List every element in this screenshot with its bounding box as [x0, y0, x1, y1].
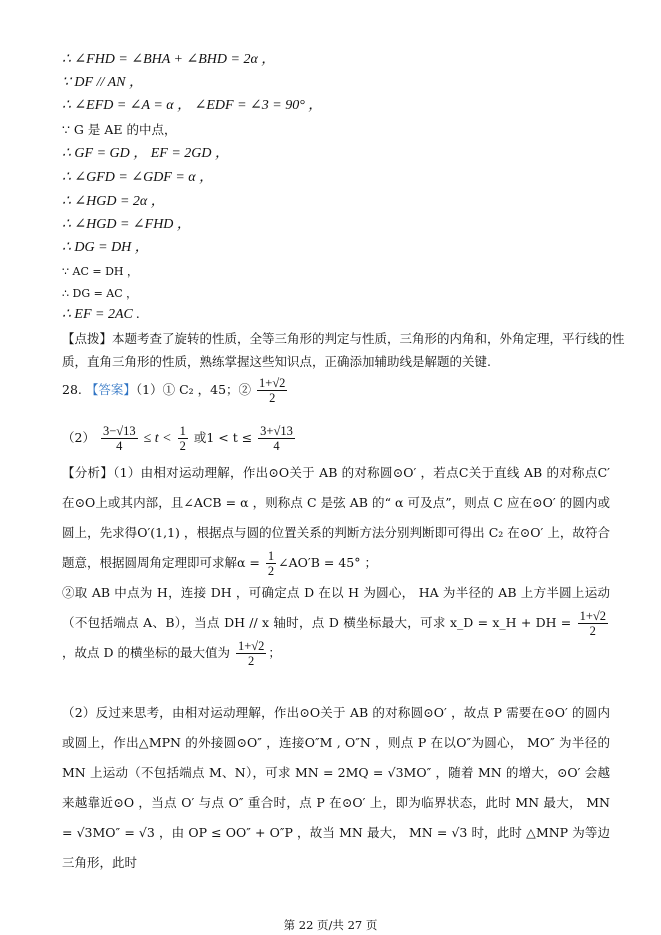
analysis-text-1: （1）由相对运动理解，作出⊙O关于 AB 的对称圆⊙O′ ，若点C关于直线 AB 的对称点C′ 在⊙O上或其内部，且∠ACB = α ，则称点 C 是弦 AB 的“ α 可及点”，则点 C 应在⊙O′ 的圆内或圆上，先求得O′(1,1) ，根据点与圆的位置关系的判断方法分别判断即可得出 C₂ 在⊙O′ 上，故符合题意，根据圆周角定理即可求解α = — [62, 465, 610, 570]
answer-2-fraction-3 — [258, 424, 295, 453]
analysis-text-1-end: ∠AO′B = 45° ； — [278, 555, 377, 570]
analysis-2-fraction — [578, 609, 608, 638]
proof-line-11: ∴ DG = AC ， — [62, 287, 138, 300]
answer-2-inequality-1: ≤ t < — [143, 431, 172, 446]
fraction-denominator: 4 — [273, 439, 280, 453]
fraction-numerator: 1+√2 — [579, 609, 606, 623]
analysis-2-max-fraction — [236, 639, 266, 668]
analysis-paragraph-3: （2）反过来思考，由相对运动理解，作出⊙O关于 AB 的对称圆⊙O′ ，故点 P 需要在⊙O′ 的圆内或圆上，作出△MPN 的外接圆⊙O″ ，连接O″M , O″N ，则点 P 在以O″为圆心， MO″ 为半径的 MN 上运动（不包括端点 M、N），可求 MN = 2MQ = √3MO″ ，随着 MN 的增大，⊙O′ 会越来越靠近⊙O ，当点 O′ 与点 O″ 重合时，点 P 在⊙O′ 上，即为临界状态，此时 MN 最大， MN = √3MO″ = √3 ，由 OP ≤ OO″ + O″P ，故当 MN 最大， MN = √3 时，此时 △MNP 为等边三角形，此时 — [62, 705, 610, 870]
proof-line-6: ∴ ∠GFD = ∠GDF = α ， — [62, 170, 214, 185]
fraction-denominator: 2 — [248, 654, 255, 668]
fraction-denominator: 2 — [179, 439, 186, 453]
proof-line-7: ∴ ∠HGD = 2α ， — [62, 194, 165, 209]
proof-line-5: ∴ GF = GD ， EF = 2GD ， — [62, 146, 230, 161]
proof-line-9: ∴ DG = DH ， — [62, 240, 149, 255]
proof-line-2: ∵ DF // AN ， — [62, 75, 143, 90]
fraction-numerator: 3−√13 — [102, 424, 136, 438]
proof-line-10: ∵ AC = DH ， — [62, 265, 138, 278]
answer-line-2 — [62, 424, 297, 453]
note-tag: 【点拨】 — [62, 331, 113, 346]
fraction-numerator: 1 — [267, 549, 275, 563]
fraction-numerator: 3+√13 — [260, 424, 293, 438]
analysis-text-2-tail: ； — [268, 645, 281, 660]
analysis-paragraph-2 — [62, 578, 610, 668]
proof-line-12: ∴ EF = 2AC . — [62, 307, 140, 322]
answer-tag: 【答案】 — [85, 382, 136, 397]
analysis-paragraph-1 — [62, 458, 610, 578]
note-line-2: 质，直角三角形的性质，熟练掌握这些知识点，正确添加辅助线是解题的关键. — [62, 354, 491, 369]
analysis-text-2-end: ，故点 D 的横坐标的最大值为 — [62, 645, 230, 660]
analysis-text-2: ②取 AB 中点为 H，连接 DH ，可确定点 D 在以 H 为圆心， HA 为半径的 AB 上方半圆上运动（不包括端点 A、B），当点 DH // x 轴时，点 D 横坐标最大，可求 x_D = x_H + DH = — [62, 585, 610, 630]
answer-1-text: （1）① C₂ ，45；② — [135, 382, 252, 397]
analysis-tag: 【分析】 — [62, 465, 114, 480]
answer-line-1 — [62, 376, 289, 405]
answer-2-prefix: （2） — [62, 430, 95, 445]
answer-2-inequality-2: 或1 < t ≤ — [193, 430, 253, 445]
proof-line-4: ∵ G 是 AE 的中点， — [62, 122, 177, 137]
fraction-numerator: 1+√2 — [259, 376, 286, 390]
proof-line-1: ∴ ∠FHD = ∠BHA + ∠BHD = 2α ， — [62, 52, 276, 67]
note-text-1: 本题考查了旋转的性质，全等三角形的判定与性质，三角形的内角和，外角定理，平行线的性 — [112, 331, 625, 346]
question-number: 28. — [62, 382, 82, 397]
proof-line-3: ∴ ∠EFD = ∠A = α ， ∠EDF = ∠3 = 90° ， — [62, 98, 323, 113]
answer-2-fraction-1 — [101, 424, 138, 453]
fraction-denominator: 2 — [267, 564, 275, 578]
fraction-numerator: 1+√2 — [237, 639, 265, 653]
fraction-denominator: 2 — [269, 391, 276, 405]
analysis-1-fraction — [266, 549, 276, 578]
page-footer: 第 22 页/共 27 页 — [283, 918, 378, 932]
answer-1-fraction — [257, 376, 287, 405]
note-line-1 — [62, 331, 625, 347]
answer-2-fraction-2 — [178, 424, 188, 453]
fraction-denominator: 4 — [116, 439, 123, 453]
fraction-denominator: 2 — [589, 624, 596, 638]
proof-line-8: ∴ ∠HGD = ∠FHD ， — [62, 217, 191, 232]
fraction-numerator: 1 — [179, 424, 186, 438]
